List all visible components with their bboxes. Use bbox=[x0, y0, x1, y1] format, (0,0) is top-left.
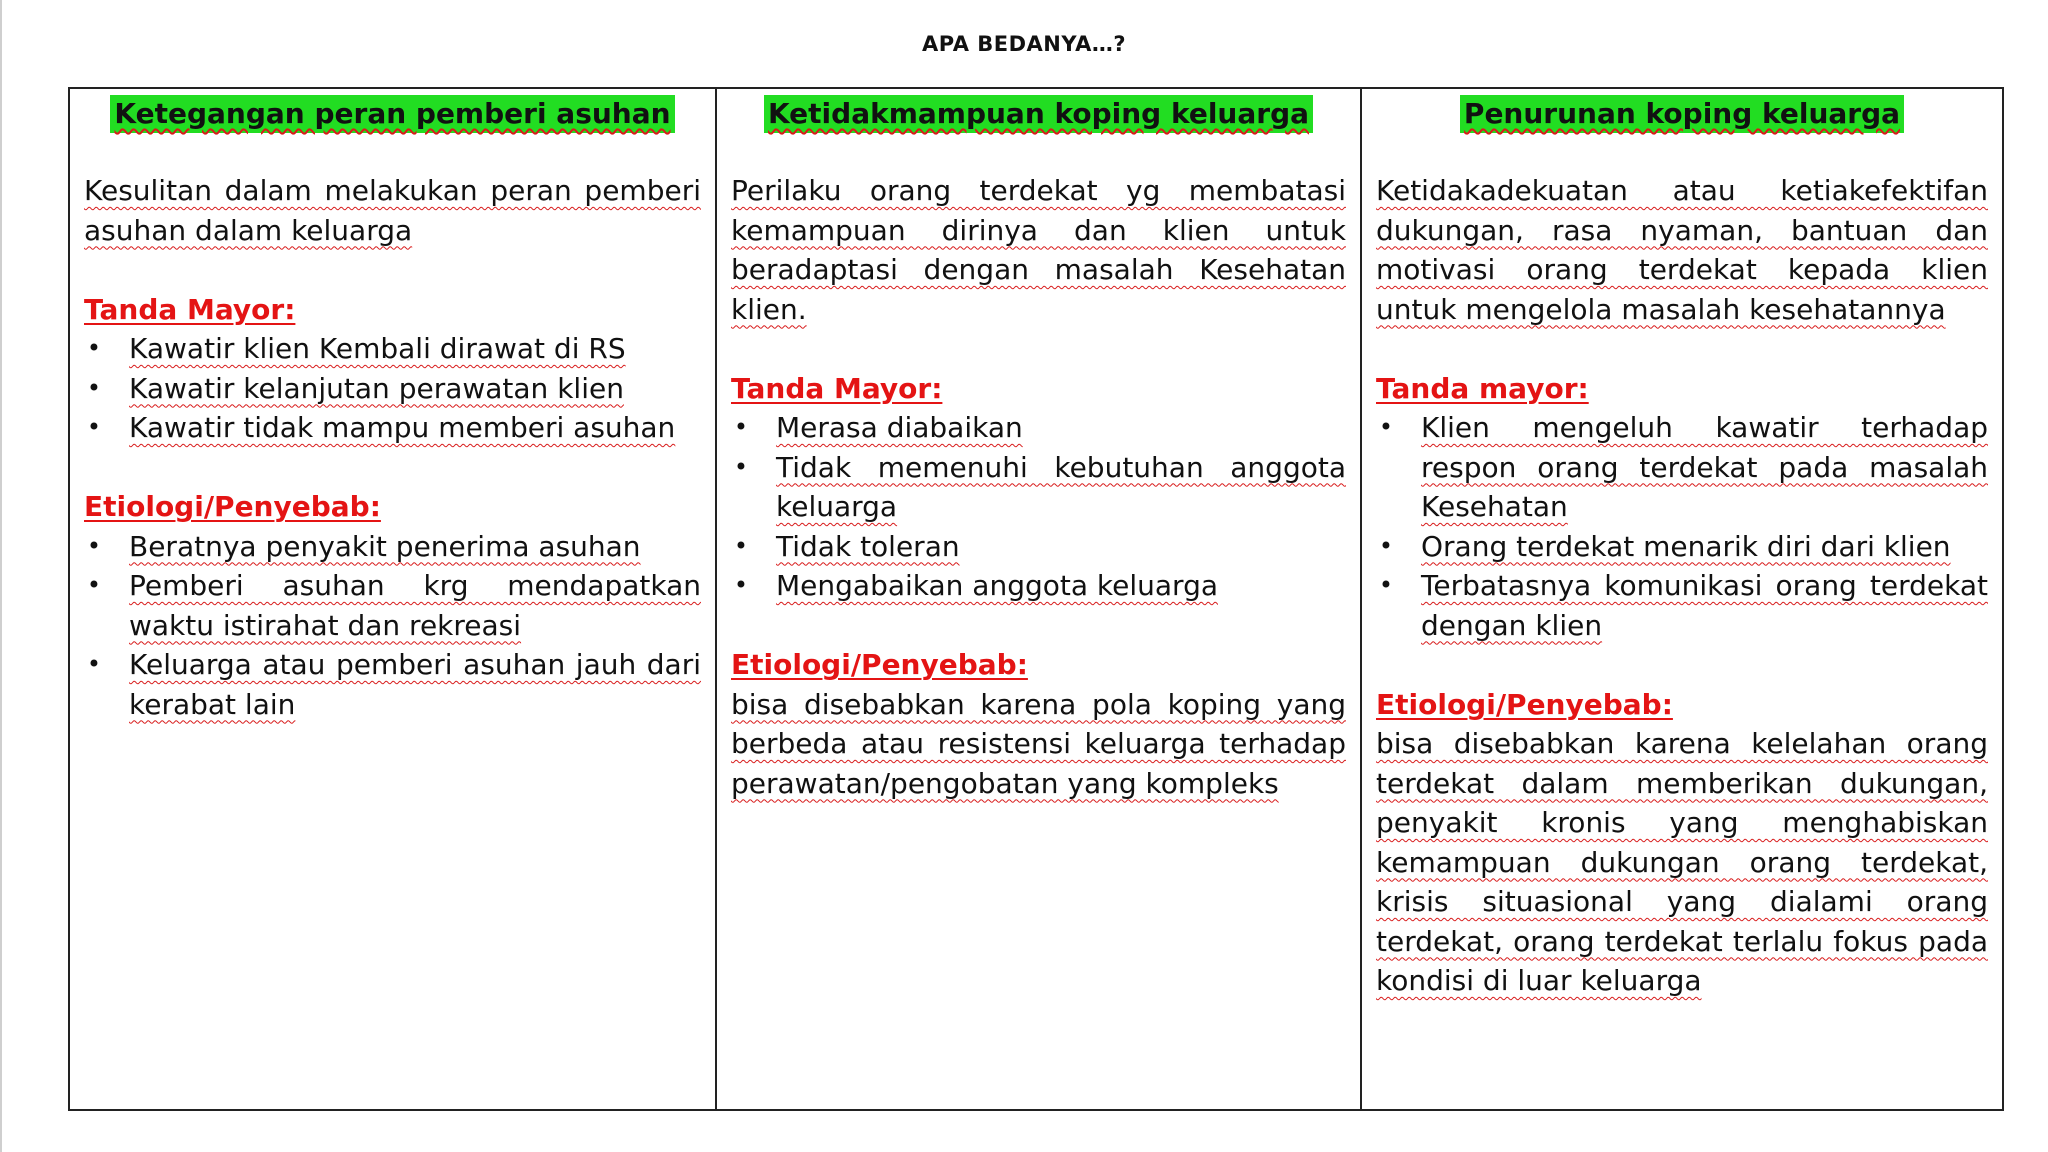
column-header bbox=[1376, 95, 1988, 143]
list-item: • Pemberi asuhan krg mendapatkan waktu istirahat dan rekreasi bbox=[84, 566, 701, 645]
list-item: • Terbatasnya komunikasi orang terdekat dengan klien bbox=[1376, 566, 1988, 645]
section-title-etiologi: Etiologi/Penyebab: bbox=[1376, 687, 1673, 721]
definition-text: Kesulitan dalam melakukan peran pemberi asuhan dalam keluarga bbox=[84, 174, 701, 247]
list-item: • Klien mengeluh kawatir terhadap respon orang terdekat pada masalah Kesehatan bbox=[1376, 408, 1988, 527]
section-title-etiologi: Etiologi/Penyebab: bbox=[731, 648, 1028, 681]
bullet-icon: • bbox=[733, 452, 749, 481]
list-item: • Tidak memenuhi kebutuhan anggota keluarga bbox=[731, 448, 1346, 527]
column-ketidakmampuan-koping bbox=[715, 89, 1360, 1109]
bullet-icon: • bbox=[733, 531, 749, 560]
list-item: • Kawatir kelanjutan perawatan klien bbox=[84, 369, 701, 409]
bullet-icon: • bbox=[1378, 571, 1394, 599]
list-item: • Kawatir tidak mampu memberi asuhan bbox=[84, 408, 701, 448]
tanda-mayor-list bbox=[731, 408, 1346, 606]
list-item: • Mengabaikan anggota keluarga bbox=[731, 566, 1346, 606]
list-item: • Keluarga atau pemberi asuhan jauh dari kerabat lain bbox=[84, 645, 701, 724]
section-title-tanda-mayor: Tanda mayor: bbox=[1376, 371, 1589, 405]
column-header bbox=[84, 95, 701, 143]
bullet-icon: • bbox=[733, 571, 749, 599]
bullet-icon: • bbox=[86, 531, 102, 560]
column-header-label: Penurunan koping keluarga bbox=[1460, 95, 1904, 133]
etiologi-text: bisa disebabkan karena kelelahan orang terdekat dalam memberikan dukungan, penyakit kronis yang menghabiskan kemampuan dukungan orang terdekat, krisis situasional yang dialami orang terdekat, orang terdekat terlalu fokus pada kondisi di luar keluarga bbox=[1376, 727, 1988, 997]
bullet-icon: • bbox=[1378, 531, 1394, 560]
column-header-label: Ketegangan peran pemberi asuhan bbox=[110, 95, 674, 133]
tanda-mayor-list bbox=[84, 329, 701, 448]
column-header bbox=[731, 95, 1346, 143]
document-title: APA BEDANYA…? bbox=[921, 32, 1127, 56]
list-item: • Kawatir klien Kembali dirawat di RS bbox=[84, 329, 701, 369]
definition-text: Perilaku orang terdekat yg membatasi kemampuan dirinya dan klien untuk beradaptasi dengan masalah Kesehatan klien. bbox=[731, 174, 1346, 326]
list-item: • Tidak toleran bbox=[731, 527, 1346, 567]
column-penurunan-koping bbox=[1360, 89, 2002, 1109]
bullet-icon: • bbox=[86, 373, 102, 402]
section-title-tanda-mayor: Tanda Mayor: bbox=[84, 292, 296, 326]
bullet-icon: • bbox=[86, 413, 102, 441]
bullet-icon: • bbox=[1378, 413, 1394, 441]
tanda-mayor-list bbox=[1376, 408, 1988, 645]
bullet-icon: • bbox=[86, 334, 102, 362]
bullet-icon: • bbox=[86, 571, 102, 599]
section-title-tanda-mayor: Tanda Mayor: bbox=[731, 371, 943, 405]
list-item: • Orang terdekat menarik diri dari klien bbox=[1376, 527, 1988, 567]
list-item: • Merasa diabaikan bbox=[731, 408, 1346, 448]
definition-text: Ketidakadekuatan atau ketiakefektifan dukungan, rasa nyaman, bantuan dan motivasi orang terdekat kepada klien untuk mengelola masalah kesehatannya bbox=[1376, 174, 1988, 326]
section-title-etiologi: Etiologi/Penyebab: bbox=[84, 490, 381, 523]
comparison-table bbox=[68, 87, 2004, 1111]
etiologi-text: bisa disebabkan karena pola koping yang berbeda atau resistensi keluarga terhadap perawatan/pengobatan yang kompleks bbox=[731, 687, 1346, 800]
etiologi-list bbox=[84, 527, 701, 725]
column-header-label: Ketidakmampuan koping keluarga bbox=[764, 95, 1313, 133]
list-item: • Beratnya penyakit penerima asuhan bbox=[84, 527, 701, 567]
page-left-edge bbox=[0, 0, 2, 1152]
bullet-icon: • bbox=[86, 650, 102, 678]
bullet-icon: • bbox=[733, 413, 749, 441]
column-ketegangan-peran bbox=[70, 89, 715, 1109]
